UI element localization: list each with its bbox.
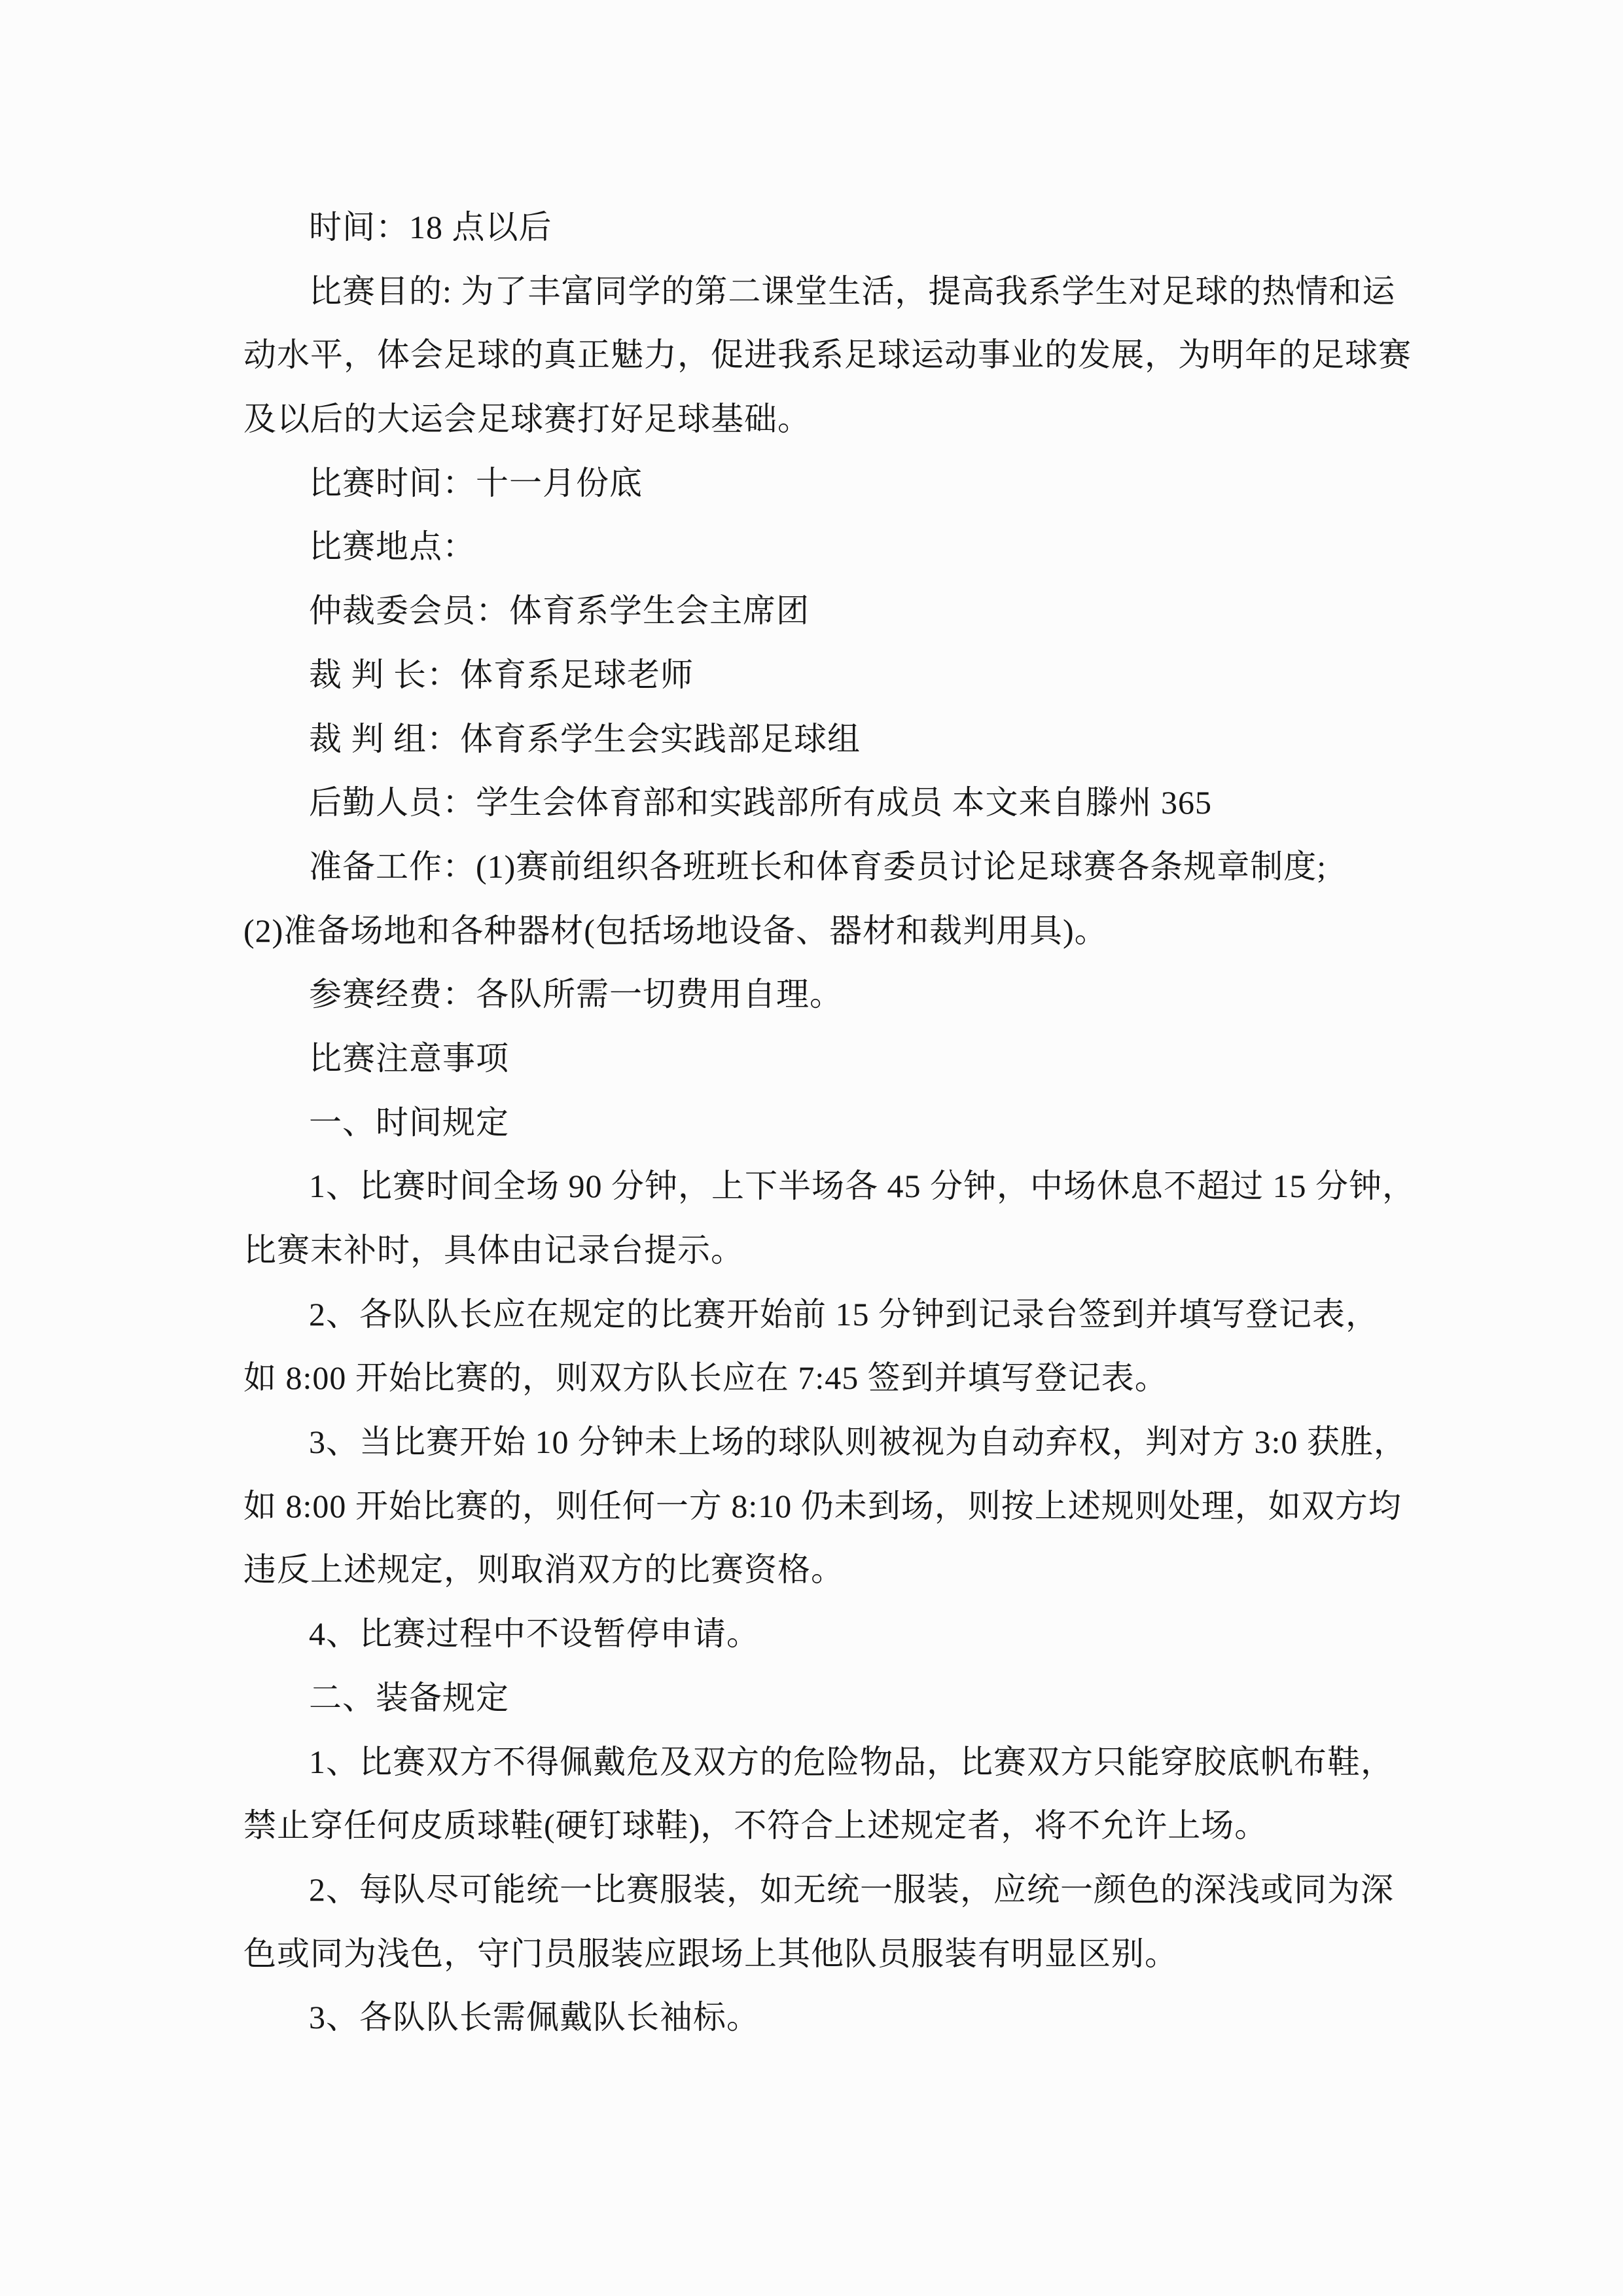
doc-line: (2)准备场地和各种器材(包括场地设备、器材和裁判用具)。	[243, 912, 1108, 949]
doc-line: 比赛时间：十一月份底	[309, 464, 643, 501]
doc-line: 如 8:00 开始比赛的，则任何一方 8:10 仍未到场，则按上述规则处理，如双方均	[243, 1487, 1402, 1524]
doc-line: 准备工作：(1)赛前组织各班班长和体育委员讨论足球赛各条规章制度;	[309, 848, 1327, 885]
doc-line: 3、当比赛开始 10 分钟未上场的球队则被视为自动弃权，判对方 3:0 获胜，	[309, 1424, 1407, 1461]
doc-line: 比赛目的: 为了丰富同学的第二课堂生活，提高我系学生对足球的热情和运	[309, 272, 1396, 310]
doc-line: 2、每队尽可能统一比赛服装，如无统一服装，应统一颜色的深浅或同为深	[309, 1871, 1394, 1908]
doc-line: 3、各队队长需佩戴队长袖标。	[309, 1999, 760, 2036]
doc-line: 色或同为浅色，守门员服装应跟场上其他队员服装有明显区别。	[243, 1935, 1178, 1972]
doc-line: 后勤人员：学生会体育部和实践部所有成员 本文来自滕州 365	[309, 784, 1212, 821]
doc-line: 1、比赛时间全场 90 分钟，上下半场各 45 分钟，中场休息不超过 15 分钟，	[309, 1168, 1416, 1205]
doc-line: 参赛经费：各队所需一切费用自理。	[309, 976, 843, 1013]
doc-line: 1、比赛双方不得佩戴危及双方的危险物品，比赛双方只能穿胶底帆布鞋，	[309, 1743, 1394, 1780]
doc-line: 如 8:00 开始比赛的，则双方队长应在 7:45 签到并填写登记表。	[243, 1359, 1168, 1397]
text-block	[243, 196, 1415, 2050]
doc-line: 禁止穿任何皮质球鞋(硬钉球鞋)，不符合上述规定者，将不允许上场。	[243, 1807, 1268, 1844]
doc-line: 4、比赛过程中不设暂停申请。	[309, 1615, 760, 1653]
doc-line: 裁 判 组：体育系学生会实践部足球组	[309, 720, 861, 757]
doc-line: 裁 判 长：体育系足球老师	[309, 656, 694, 693]
doc-line: 2、各队队长应在规定的比赛开始前 15 分钟到记录台签到并填写登记表，	[309, 1295, 1379, 1333]
doc-line: 动水平，体会足球的真正魅力，促进我系足球运动事业的发展，为明年的足球赛	[243, 336, 1412, 374]
doc-line: 比赛末补时，具体由记录台提示。	[243, 1232, 744, 1268]
doc-line: 二、装备规定	[309, 1679, 509, 1716]
doc-line: 时间：18 点以后	[309, 209, 552, 245]
doc-line: 仲裁委会员：体育系学生会主席团	[309, 592, 810, 630]
doc-line: 及以后的大运会足球赛打好足球基础。	[243, 401, 811, 438]
doc-line: 违反上述规定，则取消双方的比赛资格。	[243, 1551, 844, 1588]
doc-line: 一、时间规定	[309, 1103, 509, 1141]
doc-line: 比赛地点：	[309, 528, 476, 565]
doc-line: 比赛注意事项	[309, 1039, 509, 1077]
